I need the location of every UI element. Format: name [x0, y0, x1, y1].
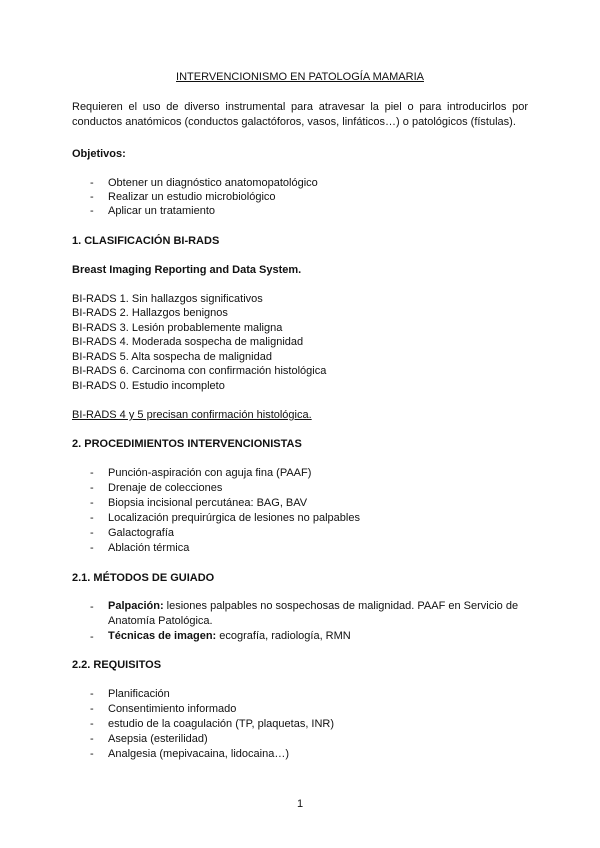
list-bullet: - [90, 482, 94, 494]
list-bullet: - [90, 177, 94, 189]
metodo-label: Palpación: [108, 600, 164, 612]
list-item: Drenaje de colecciones [108, 482, 223, 494]
list-item: Punción-aspiración con aguja fina (PAAF) [108, 467, 312, 479]
list-bullet: - [90, 718, 94, 730]
metodo-label: Técnicas de imagen: [108, 630, 217, 642]
list-bullet: - [90, 497, 94, 509]
list-bullet: - [90, 688, 94, 700]
section-heading-requisitos: 2.2. REQUISITOS [72, 659, 162, 671]
birads-item: BI-RADS 5. Alta sospecha de malignidad [72, 351, 272, 363]
list-bullet: - [90, 191, 94, 203]
list-item: Asepsia (esterilidad) [108, 733, 208, 745]
metodo-text: ecografía, radiología, RMN [216, 630, 351, 642]
list-bullet: - [90, 601, 94, 613]
section-heading-procedimientos: 2. PROCEDIMIENTOS INTERVENCIONISTAS [72, 438, 302, 450]
birads-item: BI-RADS 3. Lesión probablemente maligna [72, 322, 283, 334]
birads-subheading: Breast Imaging Reporting and Data System. [72, 264, 302, 276]
birads-note: BI-RADS 4 y 5 precisan confirmación histológica. [72, 409, 312, 421]
list-bullet: - [90, 527, 94, 539]
list-bullet: - [90, 703, 94, 715]
list-bullet: - [90, 205, 94, 217]
list-item: Galactografía [108, 527, 175, 539]
birads-item: BI-RADS 2. Hallazgos benignos [72, 307, 228, 319]
list-bullet: - [90, 733, 94, 745]
list-item: Biopsia incisional percutánea: BAG, BAV [108, 497, 308, 509]
birads-item: BI-RADS 4. Moderada sospecha de malignidad [72, 336, 304, 348]
metodo-text: lesiones palpables no sospechosas de malignidad. PAAF en Servicio de Anatomía Patológica. [108, 600, 519, 627]
list-bullet: - [90, 542, 94, 554]
list-item: estudio de la coagulación (TP, plaquetas, INR) [108, 718, 335, 730]
section-heading-birads: 1. CLASIFICACIÓN BI-RADS [72, 235, 220, 247]
list-bullet: - [90, 748, 94, 760]
page-number: 1 [296, 798, 304, 810]
list-item: Analgesia (mepivacaina, lidocaina…) [108, 748, 289, 760]
birads-item: BI-RADS 0. Estudio incompleto [72, 380, 225, 392]
list-bullet: - [90, 631, 94, 643]
birads-item: BI-RADS 1. Sin hallazgos significativos [72, 293, 263, 305]
birads-item: BI-RADS 6. Carcinoma con confirmación histológica [72, 365, 327, 377]
page-title: INTERVENCIONISMO EN PATOLOGÍA MAMARIA [176, 71, 424, 83]
list-item: Localización prequirúrgica de lesiones no palpables [108, 512, 360, 524]
list-item: Planificación [108, 688, 170, 700]
list-item: Realizar un estudio microbiológico [108, 191, 276, 203]
list-item: Ablación térmica [108, 542, 190, 554]
list-bullet: - [90, 467, 94, 479]
list-item: Consentimiento informado [108, 703, 237, 715]
section-heading-metodos: 2.1. MÉTODOS DE GUIADO [72, 572, 215, 584]
metodo-item [108, 629, 528, 644]
metodo-item [108, 599, 528, 629]
objetivos-heading: Objetivos: [72, 148, 126, 160]
intro-paragraph: Requieren el uso de diverso instrumental para atravesar la piel o para introducirlos por conductos anatómicos (conductos galactóforos, vasos, linfáticos…) o patológicos (fístulas). [72, 101, 528, 128]
list-item: Aplicar un tratamiento [108, 205, 215, 217]
list-bullet: - [90, 512, 94, 524]
list-item: Obtener un diagnóstico anatomopatológico [108, 177, 318, 189]
